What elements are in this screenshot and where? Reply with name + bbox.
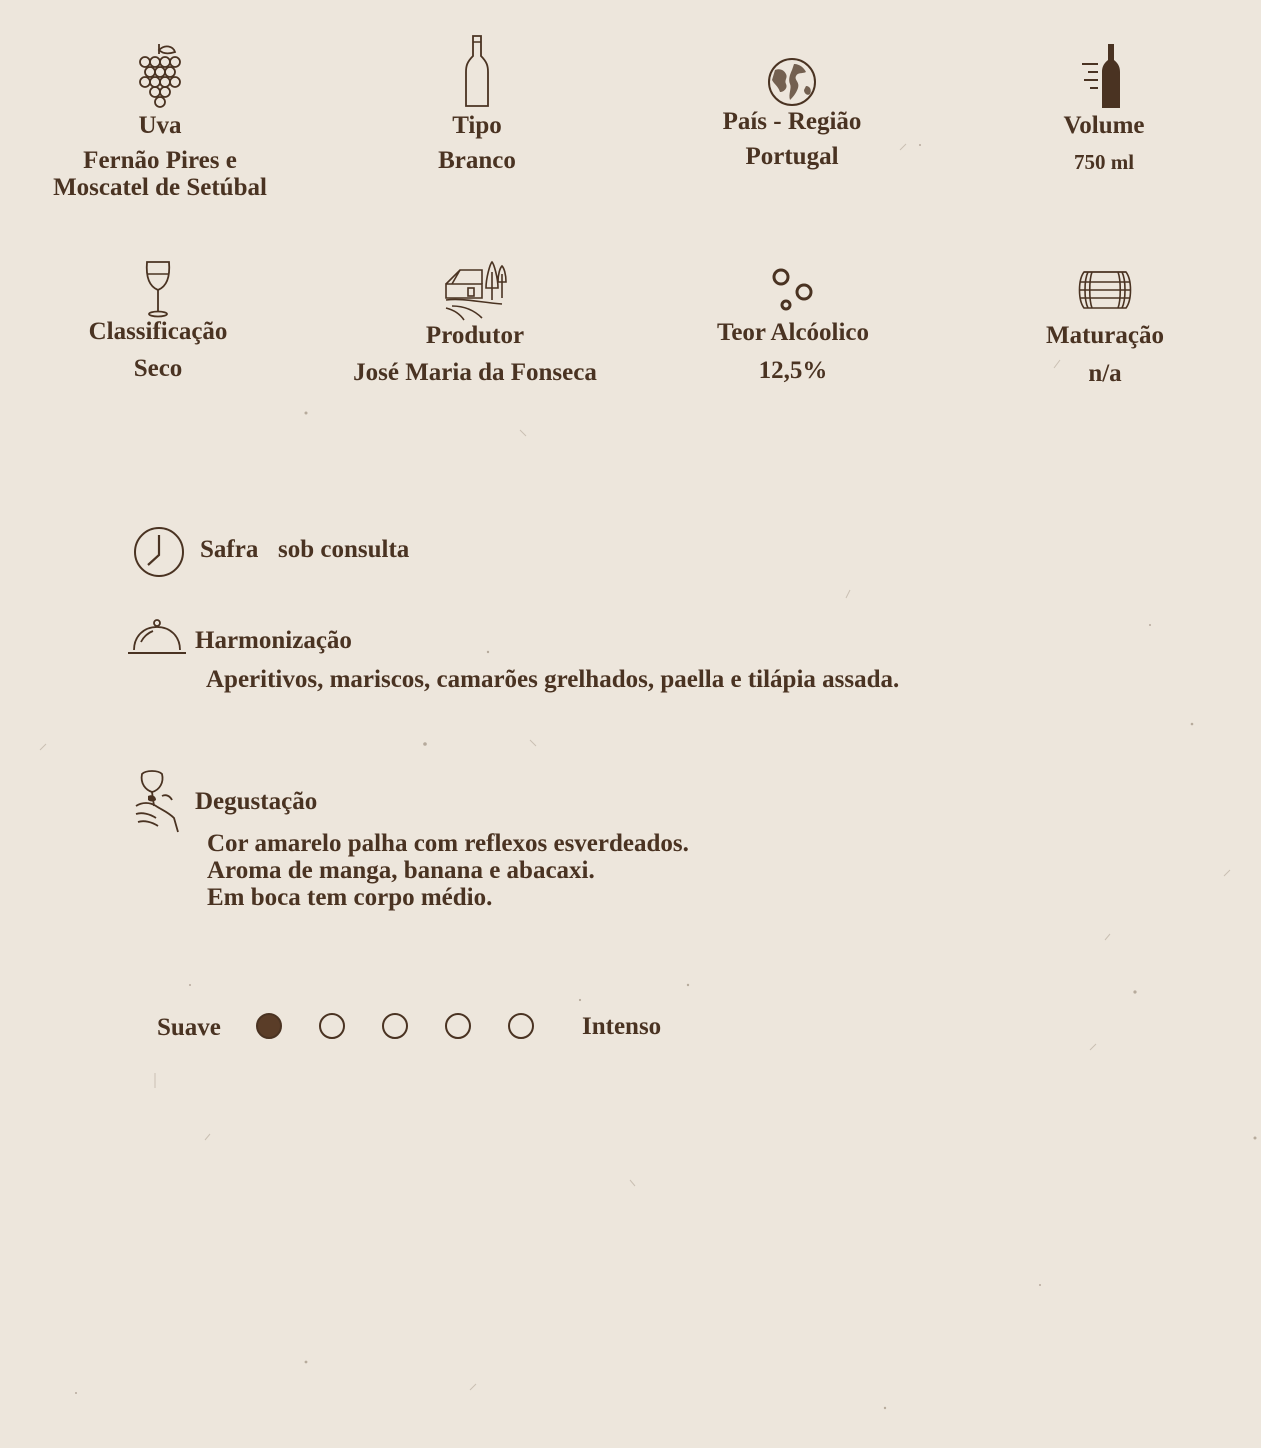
spec-label: Teor Alcóolico [716, 319, 870, 346]
spec-volume [964, 42, 1244, 176]
spec-label: Volume [1063, 112, 1145, 139]
spec-label: Produtor [425, 322, 525, 349]
degustacao-line-3: Em boca tem corpo médio. [207, 884, 493, 911]
intensity-dot-1 [256, 1013, 282, 1039]
spec-label: Classificação [88, 318, 228, 345]
tasting-hand-glass-icon [132, 766, 182, 836]
degustacao-line-2: Aroma de manga, banana e abacaxi. [207, 857, 595, 884]
spec-maturacao [965, 268, 1245, 387]
safra-label: Safra [200, 536, 259, 563]
cloche-icon [126, 618, 188, 658]
spec-tipo [337, 34, 617, 174]
harmonizacao-text: Aperitivos, mariscos, camarões grelhados, paella e tilápia assada. [206, 666, 900, 693]
bottle-outline-icon [464, 34, 490, 110]
intensity-dot-4 [445, 1013, 471, 1039]
intensity-dot-2 [319, 1013, 345, 1039]
clock-icon [132, 525, 186, 579]
grape-icon [135, 42, 185, 110]
degustacao-label: Degustação [195, 788, 318, 815]
winery-icon [442, 258, 508, 322]
bubbles-icon [770, 266, 816, 314]
degustacao-line-1: Cor amarelo palha com reflexos esverdeados. [207, 830, 689, 857]
spec-produtor [335, 258, 615, 386]
spec-classificacao [18, 260, 298, 382]
spec-value: Portugal [745, 143, 839, 170]
spec-value: n/a [1088, 360, 1122, 387]
spec-value: Seco [133, 355, 183, 382]
spec-pais [652, 56, 932, 170]
spec-value: 12,5% [758, 357, 828, 384]
intensity-max-label: Intenso [582, 1013, 662, 1040]
spec-value: Branco [438, 147, 516, 174]
spec-label: Maturação [1045, 322, 1165, 349]
intensity-min-label: Suave [157, 1014, 221, 1041]
spec-teor [653, 266, 933, 384]
wine-glass-icon [144, 260, 172, 318]
spec-value: 750 ml [1073, 150, 1135, 174]
spec-value: José Maria da Fonseca [353, 359, 597, 386]
globe-icon [766, 56, 818, 108]
bottle-filled-icon [1074, 42, 1134, 110]
spec-label: Uva [138, 112, 182, 139]
spec-label: País - Região [722, 108, 862, 135]
safra-value: sob consulta [278, 536, 410, 563]
spec-label: Tipo [452, 112, 502, 139]
spec-uva [20, 42, 300, 201]
spec-value-line-2: Moscatel de Setúbal [53, 174, 267, 201]
intensity-dot-3 [382, 1013, 408, 1039]
spec-value-line-1: Fernão Pires e [83, 147, 237, 174]
barrel-icon [1076, 268, 1134, 312]
intensity-dot-5 [508, 1013, 534, 1039]
harmonizacao-label: Harmonização [195, 627, 352, 654]
